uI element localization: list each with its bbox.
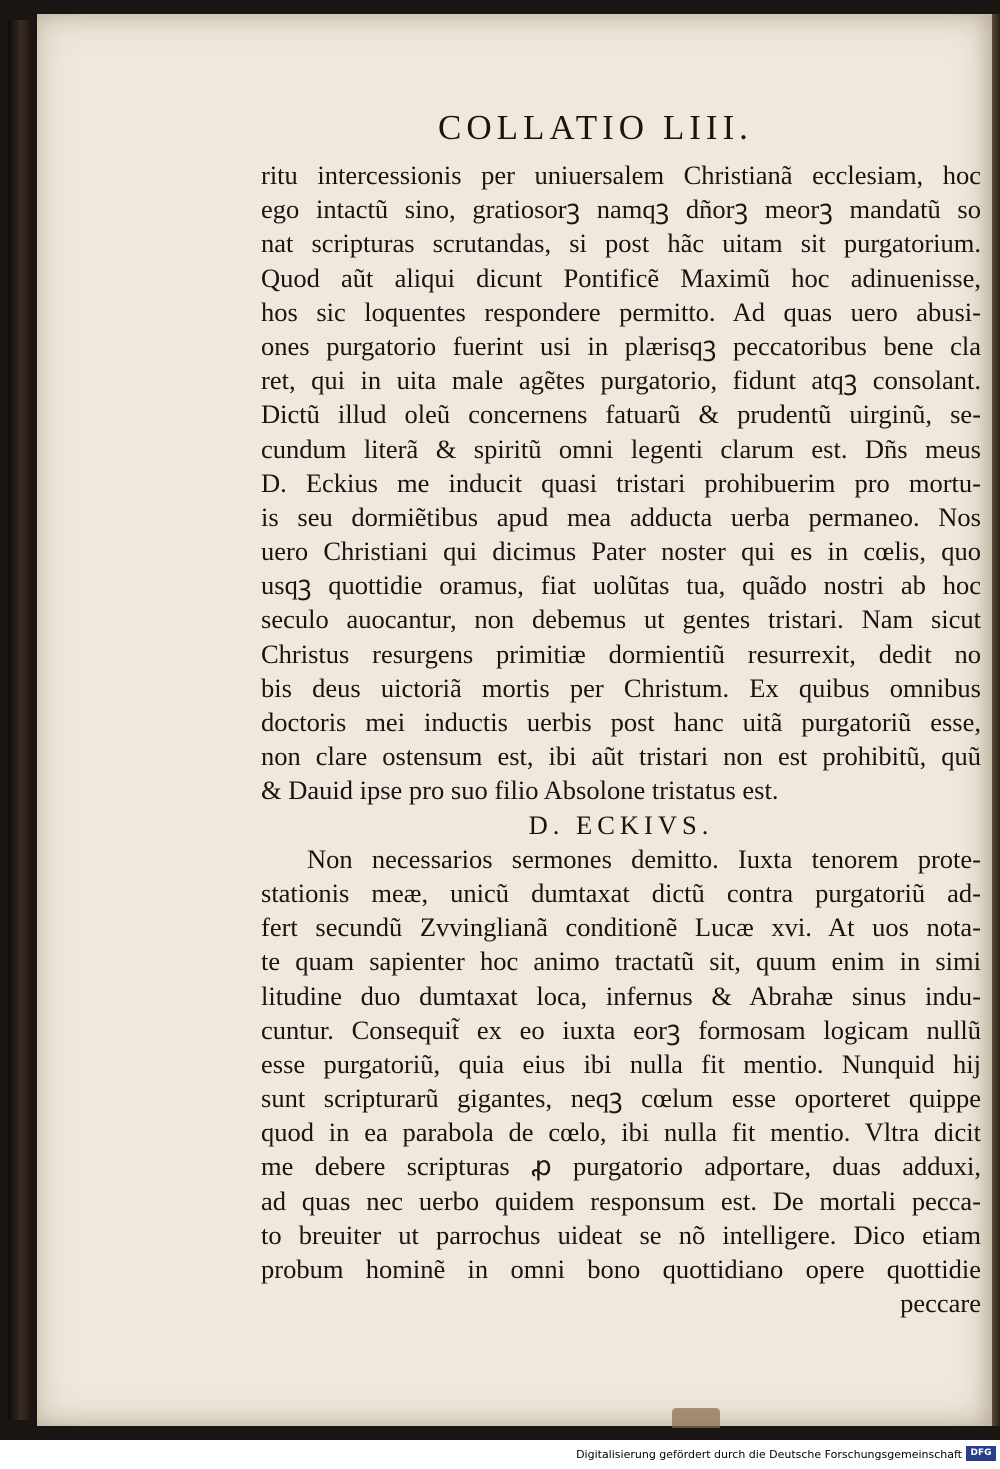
text-line: me debere scripturas ꝓ purgatorio adportare, duas adduxi, (261, 1151, 981, 1182)
book-spine (8, 20, 30, 1420)
text-line: ret, qui in uita male agẽtes purgatorio, fidunt atqꝫ consolant. (261, 365, 981, 396)
text-line: D. Eckius me inducit quasi tristari prohibuerim pro mortu- (261, 467, 981, 498)
text-line: is seu dormiẽtibus apud mea adducta uerba permaneo. Nos (261, 501, 981, 532)
text-line: esse purgatoriũ, quia eius ibi nulla fit mentio. Nunquid hij (261, 1048, 981, 1079)
text-line: uero Christiani qui dicimus Pater noster qui es in cœlis, quo (261, 536, 981, 567)
text-block (261, 158, 981, 1320)
dfg-logo: DFG (966, 1446, 996, 1461)
text-line: Non necessarios sermones demitto. Iuxta tenorem prote- (307, 843, 981, 874)
text-line: Christus resurgens primitiæ dormientiũ resurrexit, dedit no (261, 638, 981, 669)
text-line: sunt scripturarũ gigantes, neqꝫ cœlum esse oporteret quippe (261, 1083, 981, 1114)
footer-bar (0, 1440, 1000, 1469)
text-line: nat scripturas scrutandas, si post hãc uitam sit purgatorium. (261, 228, 981, 259)
text-line: Quod aũt aliqui dicunt Pontificẽ Maximũ hoc adinuenisse, (261, 262, 981, 293)
text-line: hos sic loquentes respondere permitto. Ad quas uero abusi- (261, 296, 981, 327)
text-line: fert secundũ Zvvinglianã conditionẽ Lucæ xvi. At uos nota- (261, 912, 981, 943)
text-line: te quam sapienter hoc animo tractatũ sit, quum enim in simi (261, 946, 981, 977)
text-line: cundum literã & spiritũ omni legenti clarum est. Dñs meus (261, 433, 981, 464)
footer-credit: Digitalisierung gefördert durch die Deutsche Forschungsgemeinschaft (576, 1448, 962, 1461)
text-line: non clare ostensum est, ibi aũt tristari non est prohibitũ, quũ (261, 741, 981, 772)
text-line: ego intactũ sino, gratiosorꝫ namqꝫ dñorꝫ meorꝫ mandatũ so (261, 194, 981, 225)
text-line: stationis meæ, unicũ dumtaxat dictũ contra purgatoriũ ad- (261, 877, 981, 908)
text-line: litudine duo dumtaxat loca, infernus & Abrahæ sinus indu- (261, 980, 981, 1011)
text-line: quod in ea parabola de cœlo, ibi nulla fit mentio. Vltra dicit (261, 1117, 981, 1148)
page-edge (992, 14, 1000, 1426)
text-line: usqꝫ quottidie oramus, fiat uolũtas tua, quãdo nostri ab hoc (261, 570, 981, 601)
speaker-heading: D. ECKIVS. (528, 809, 714, 840)
catchword: peccare (900, 1288, 981, 1319)
page-stain (672, 1408, 720, 1428)
text-line: bis deus uictoriã mortis per Christum. Ex quibus omnibus (261, 672, 981, 703)
text-line: & Dauid ipse pro suo filio Absolone tristatus est. (261, 775, 779, 806)
text-line: ones purgatorio fuerint usi in plærisqꝫ peccatoribus bene cla (261, 330, 981, 361)
text-line: seculo auocantur, non debemus ut gentes tristari. Nam sicut (261, 604, 981, 635)
text-line: ad quas nec uerbo quidem responsum est. De mortali pecca- (261, 1185, 981, 1216)
text-line: to breuiter ut parrochus uideat se nõ intelligere. Dico etiam (261, 1219, 981, 1250)
text-line: probum hominẽ in omni bono quottidiano opere quottidie (261, 1254, 981, 1284)
text-line: Dictũ illud oleũ concernens fatuarũ & prudentũ uirginũ, se- (261, 399, 981, 430)
text-line: ritu intercessionis per uniuersalem Christianã ecclesiam, hoc (261, 160, 981, 190)
running-head: COLLATIO LIII. (438, 108, 753, 147)
text-line: doctoris mei inductis uerbis post hanc uitã purgatoriũ esse, (261, 707, 981, 737)
text-line: cuntur. Consequit̃ ex eo iuxta eorꝫ formosam logicam nullũ (261, 1014, 981, 1045)
